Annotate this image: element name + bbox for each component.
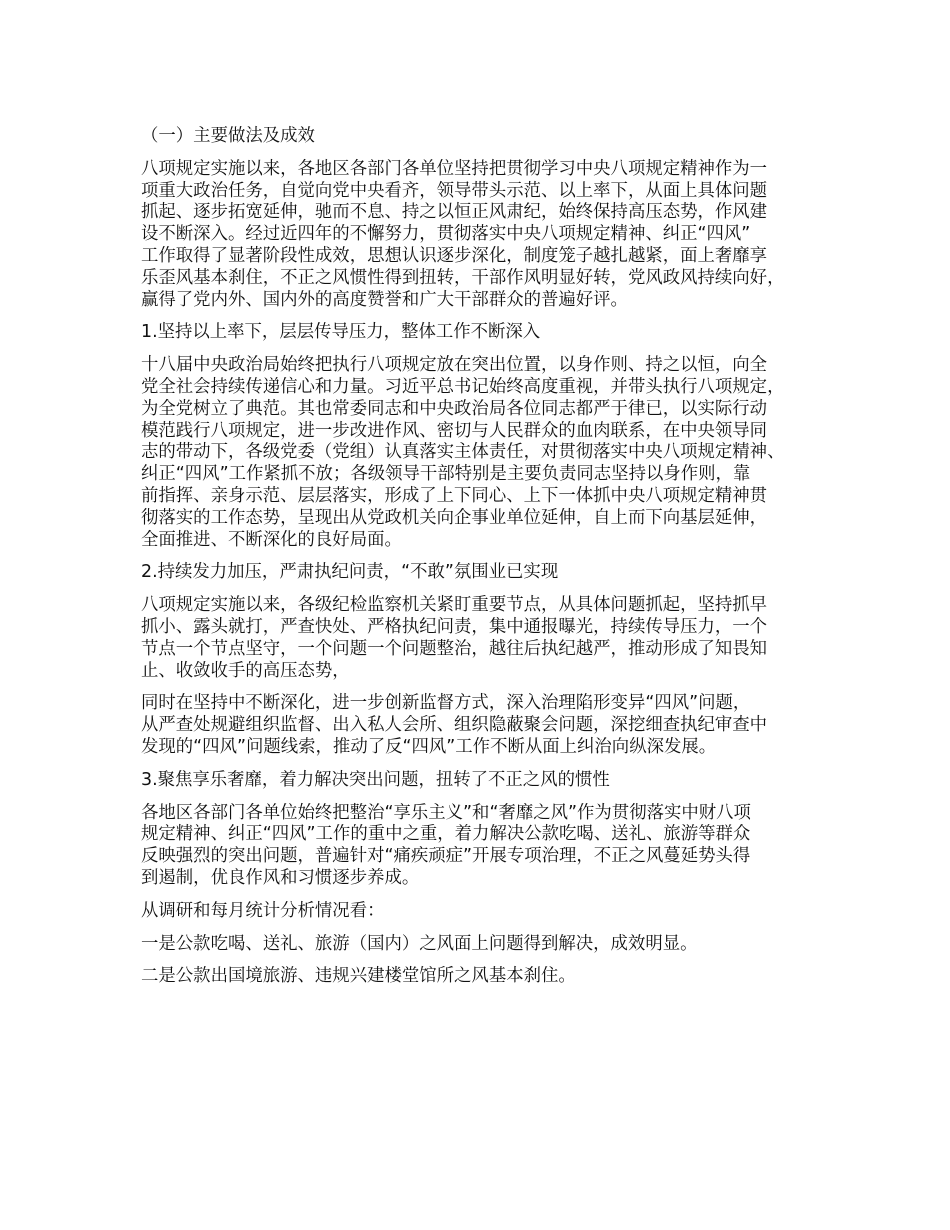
point3-paragraph xyxy=(141,803,831,890)
point3-heading: 3.聚焦享乐奢靡，着力解决突出问题，扭转了不正之风的惯性 xyxy=(141,769,610,790)
text-line: 发现的“四风”问题线索，推动了反“四风”工作不断从面上纠治向纵深发展。 xyxy=(141,736,717,757)
text-line: 抓小、露头就打，严查快处、严格执纪问责，集中通报曝光，持续传导压力，一个 xyxy=(141,616,768,637)
text-line: 纠正“四风”工作紧抓不放；各级领导干部特别是主要负责同志坚持以身作则，靠 xyxy=(141,464,751,485)
text-line: 反映强烈的突出问题，普遍针对“痛疾顽症”开展专项治理，不正之风蔓延势头得 xyxy=(141,846,751,867)
text-line: 党全社会持续传递信心和力量。习近平总书记始终高度重视，并带头执行八项规定， xyxy=(141,376,785,397)
analysis-intro: 从调研和每月统计分析情况看： xyxy=(141,900,385,921)
text-line: 从严查处规避组织监督、出入私人会所、组织隐蔽聚会问题，深挖细查执纪审查中 xyxy=(141,715,768,736)
text-line: 规定精神、纠正“四风”工作的重中之重，着力解决公款吃喝、送礼、旅游等群众 xyxy=(141,824,751,845)
text-line: 同时在坚持中不断深化，进一步创新监督方式，深入治理陷形变异“四风”问题， xyxy=(141,693,751,714)
text-line: 八项规定实施以来，各级纪检监察机关紧盯重要节点，从具体问题抓起，坚持抓早 xyxy=(141,595,768,616)
intro-paragraph xyxy=(141,159,831,312)
text-line: 节点一个节点坚守，一个问题一个问题整治，越往后执纪越严，推动形成了知畏知 xyxy=(141,638,768,659)
document-page xyxy=(141,126,831,999)
text-line: 项重大政治任务，自觉向党中央看齐，领导带头示范、以上率下，从面上具体问题 xyxy=(141,180,768,201)
text-line: 八项规定实施以来，各地区各部门各单位坚持把贯彻学习中央八项规定精神作为一 xyxy=(141,158,768,179)
text-line: 赢得了党内外、国内外的高度赞誉和广大干部群众的普遍好评。 xyxy=(141,289,628,310)
text-line: 前指挥、亲身示范、层层落实，形成了上下同心、上下一体抓中央八项规定精神贯 xyxy=(141,485,768,506)
text-line: 到遏制，优良作风和习惯逐步养成。 xyxy=(141,867,420,888)
text-line: 设不断深入。经过近四年的不懈努力，贯彻落实中央八项规定精神、纠正“四风” xyxy=(141,224,751,245)
section-heading: （一）主要做法及成效 xyxy=(141,126,315,146)
text-line: 乐歪风基本刹住，不正之风惯性得到扭转，干部作风明显好转，党风政风持续向好， xyxy=(141,267,785,288)
text-line: 各地区各部门各单位始终把整治“享乐主义”和“奢靡之风”作为贯彻落实中财八项 xyxy=(141,802,751,823)
text-line: 十八届中央政治局始终把执行八项规定放在突出位置，以身作则、持之以恒，向全 xyxy=(141,355,768,376)
point2-paragraph-a xyxy=(141,595,831,682)
text-line: 抓起、逐步拓宽延伸，驰而不息、持之以恒正风肃纪，始终保持高压态势，作风建 xyxy=(141,202,768,223)
text-line: 止、收敛收手的高压态势， xyxy=(141,660,350,681)
point1-paragraph xyxy=(141,355,831,551)
text-line: 彻落实的工作态势，呈现出从党政机关向企事业单位延伸，自上而下向基层延伸， xyxy=(141,507,768,528)
text-line: 工作取得了显著阶段性成效，思想认识逐步深化，制度笼子越扎越紧，面上奢靡享 xyxy=(141,245,768,266)
point1-heading: 1.坚持以上率下，层层传导压力，整体工作不断深入 xyxy=(141,322,541,343)
text-line: 志的带动下，各级党委（党组）认真落实主体责任，对贯彻落实中央八项规定精神、 xyxy=(141,442,785,463)
finding-1: 一是公款吃喝、送礼、旅游（国内）之风面上问题得到解决，成效明显。 xyxy=(141,933,698,954)
text-line: 模范践行八项规定，进一步改进作风、密切与人民群众的血肉联系，在中央领导同 xyxy=(141,420,768,441)
point2-paragraph-b xyxy=(141,693,831,758)
point2-heading: 2.持续发力加压，严肃执纪问责，“不敢”氛围业已实现 xyxy=(141,562,559,583)
text-line: 为全党树立了典范。其也常委同志和中央政治局各位同志都严于律已，以实际行动 xyxy=(141,398,768,419)
finding-2: 二是公款出国境旅游、违规兴建楼堂馆所之风基本刹住。 xyxy=(141,966,576,987)
text-line: 全面推进、不断深化的良好局面。 xyxy=(141,529,402,550)
